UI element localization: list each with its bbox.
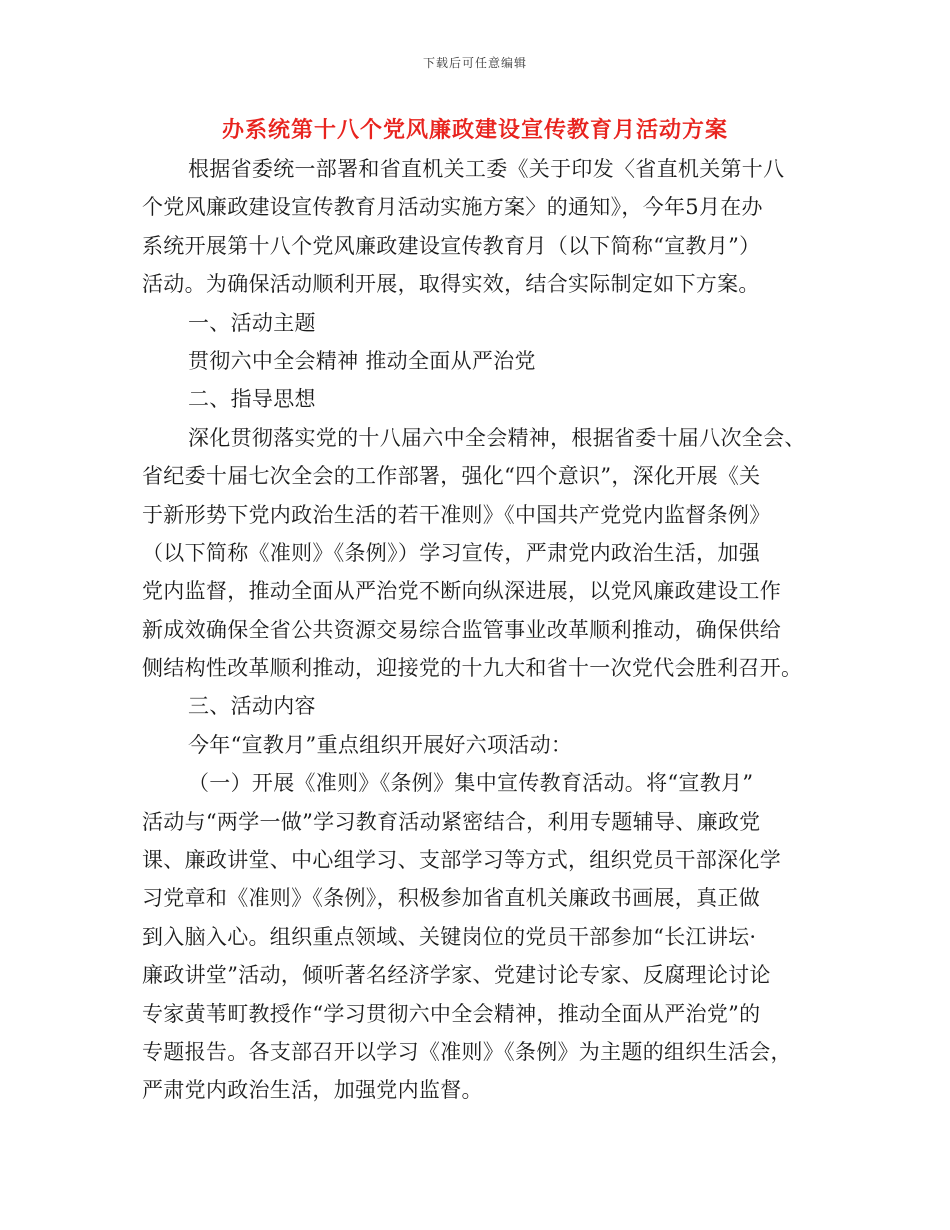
header-note: 下载后可任意编辑 <box>422 56 527 70</box>
paragraph-line: 课、廉政讲堂、中心组学习、支部学习等方式，组织党员干部深化学 <box>142 848 781 873</box>
paragraph-line: 活动。为确保活动顺利开展，取得实效，结合实际制定如下方案。 <box>142 272 760 297</box>
paragraph-line: 习党章和《准则》《条例》，积极参加省直机关廉政书画展，真正做 <box>142 886 760 911</box>
paragraph-line: 于新形势下党内政治生活的若干准则》《中国共产党党内监督条例》 <box>142 502 771 527</box>
paragraph-line: 专家黄苇町教授作“学习贯彻六中全会精神，推动全面从严治党”的 <box>142 1001 761 1026</box>
section-heading: 二、指导思想 <box>188 387 316 412</box>
paragraph-line: 今年“宣教月”重点组织开展好六项活动： <box>188 732 573 757</box>
document-title: 办系统第十八个党风廉政建设宣传教育月活动方案 <box>221 117 728 143</box>
paragraph-line: 贯彻六中全会精神 推动全面从严治党 <box>188 348 536 373</box>
paragraph-line: 系统开展第十八个党风廉政建设宣传教育月（以下简称“宣教月”） <box>142 233 761 258</box>
document-body <box>142 150 817 1110</box>
section-heading: 三、活动内容 <box>188 694 316 719</box>
paragraph-line: 根据省委统一部署和省直机关工委《关于印发〈省直机关第十八 <box>188 157 785 181</box>
section-heading: 一、活动主题 <box>188 310 316 335</box>
paragraph-line: 个党风廉政建设宣传教育月活动实施方案〉的通知》，今年5月在办 <box>142 195 763 220</box>
paragraph-line: 活动与“两学一做”学习教育活动紧密结合，利用专题辅导、廉政党 <box>142 809 761 834</box>
paragraph-line: 廉政讲堂”活动，倾听著名经济学家、党建讨论专家、反腐理论讨论 <box>142 963 771 988</box>
paragraph-line: 侧结构性改革顺利推动，迎接党的十九大和省十一次党代会胜利召开。 <box>142 656 803 681</box>
paragraph-line: 专题报告。各支部召开以学习《准则》《条例》为主题的组织生活会， <box>142 1039 792 1064</box>
paragraph-line: （以下简称《准则》《条例》）学习宣传，严肃党内政治生活，加强 <box>142 540 760 565</box>
paragraph-line: （一）开展《准则》《条例》集中宣传教育活动。将“宣教月” <box>188 771 754 796</box>
paragraph-line: 省纪委十届七次全会的工作部署，强化“四个意识”，深化开展《关 <box>142 464 761 489</box>
paragraph-line: 到入脑入心。组织重点领域、关键岗位的党员干部参加“长江讲坛· <box>142 924 757 949</box>
paragraph-line: 严肃党内政治生活，加强党内监督。 <box>142 1078 483 1103</box>
paragraph-line: 新成效确保全省公共资源交易综合监管事业改革顺利推动，确保供给 <box>142 617 781 642</box>
paragraph-line: 党内监督，推动全面从严治党不断向纵深进展，以党风廉政建设工作 <box>142 579 781 604</box>
paragraph-line: 深化贯彻落实党的十八届六中全会精神，根据省委十届八次全会、 <box>188 425 806 450</box>
